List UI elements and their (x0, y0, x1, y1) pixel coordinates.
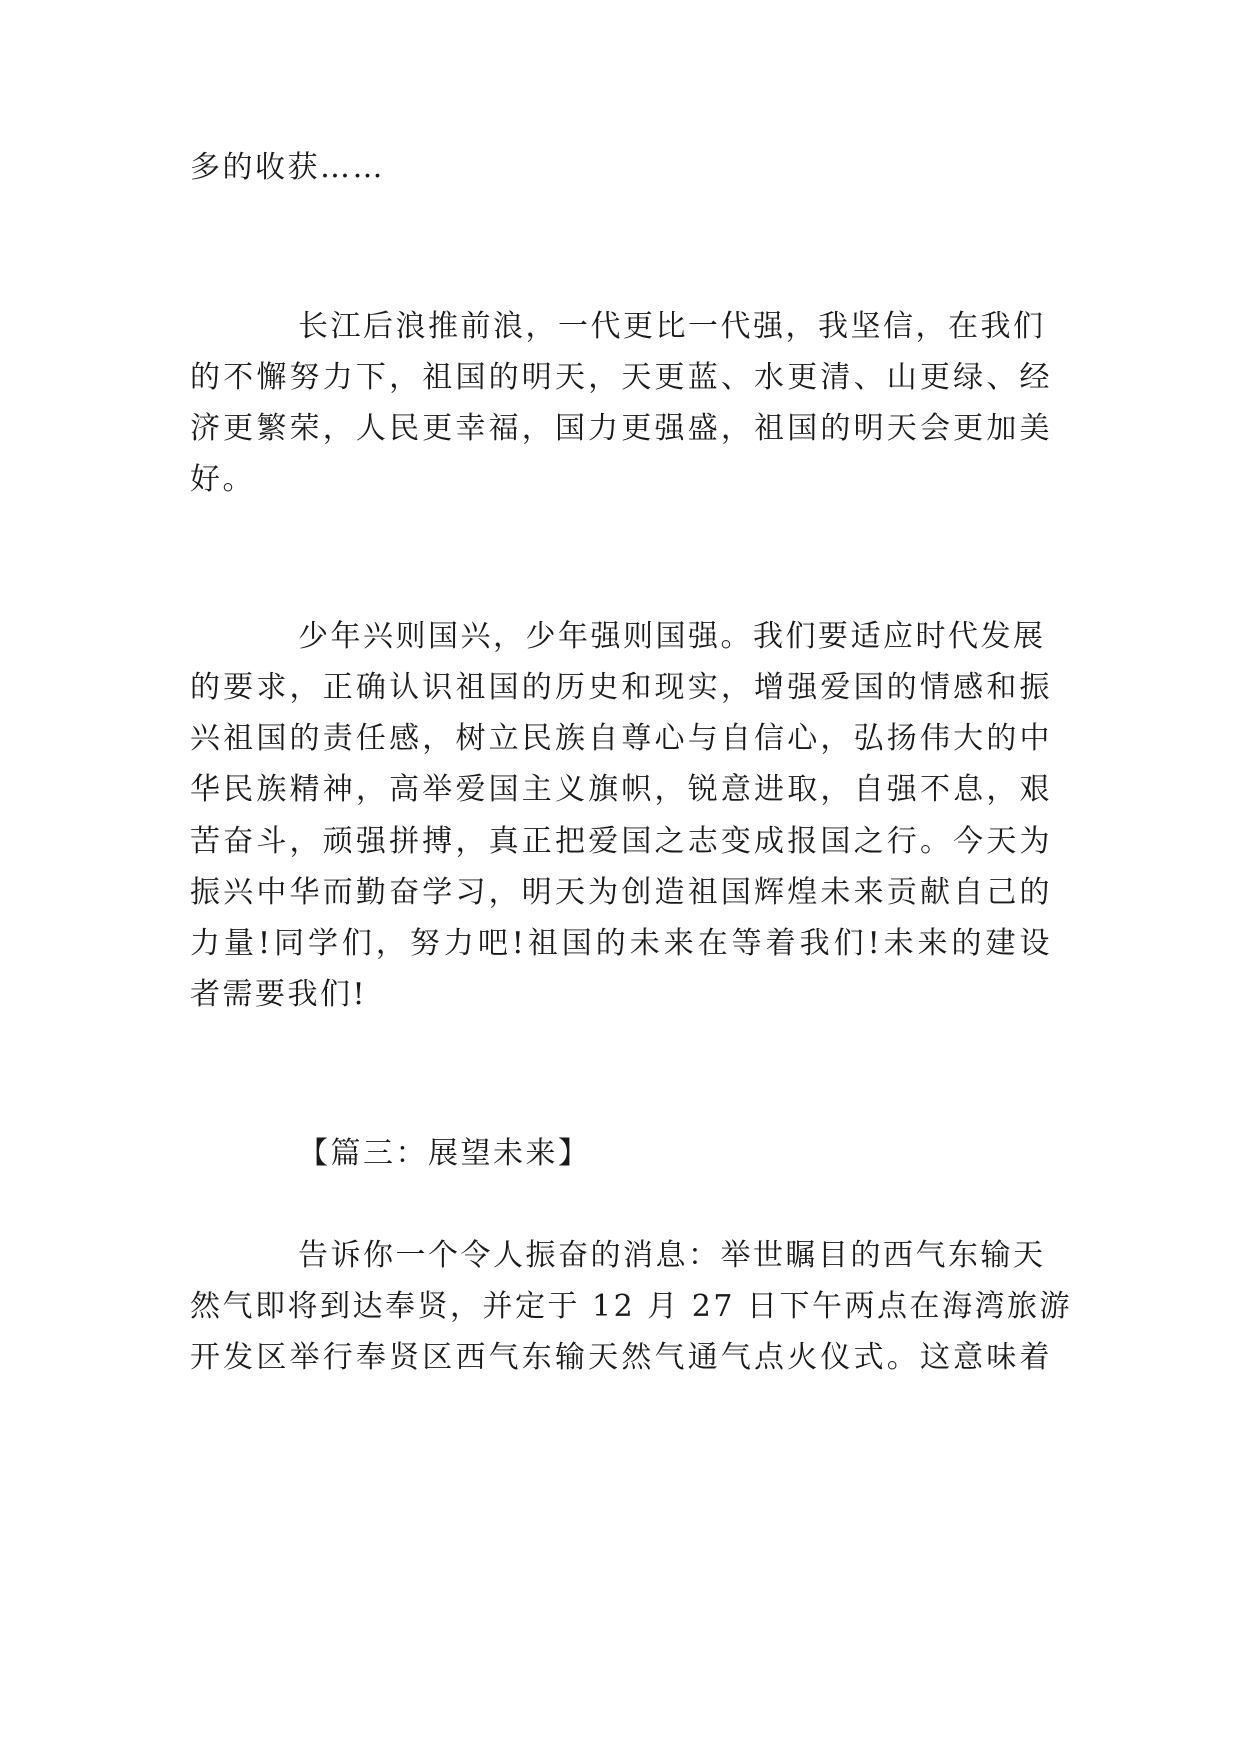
paragraph-2-line-4: 好。 (190, 462, 255, 497)
paragraph-3-line-3: 兴祖国的责任感，树立民族自尊心与自信心，弘扬伟大的中 (190, 721, 1052, 756)
paragraph-4-line-1: 告诉你一个令人振奋的消息：举世瞩目的西气东输天 (298, 1238, 1046, 1273)
paragraph-3-line-6: 振兴中华而勤奋学习，明天为创造祖国辉煌未来贡献自己的 (190, 875, 1052, 910)
paragraph-3-line-7: 力量!同学们，努力吧!祖国的未来在等着我们!未来的建设 (190, 926, 1052, 961)
paragraph-3-line-4: 华民族精神，高举爱国主义旗帜，锐意进取，自强不息，艰 (190, 772, 1052, 807)
paragraph-4-line-2: 然气即将到达奉贤，并定于 12 月 27 日下午两点在海湾旅游 (190, 1289, 1072, 1324)
paragraph-2-line-3: 济更繁荣，人民更幸福，国力更强盛，祖国的明天会更加美 (190, 411, 1052, 446)
paragraph-1-line-1: 多的收获…… (190, 150, 385, 185)
paragraph-3-line-8: 者需要我们! (190, 977, 368, 1012)
section-heading: 【篇三：展望未来】 (298, 1136, 591, 1171)
paragraph-3-line-2: 的要求，正确认识祖国的历史和现实，增强爱国的情感和振 (190, 670, 1052, 705)
paragraph-3-line-5: 苦奋斗，顽强拼搏，真正把爱国之志变成报国之行。今天为 (190, 824, 1052, 859)
paragraph-2-line-1: 长江后浪推前浪，一代更比一代强，我坚信，在我们 (298, 309, 1046, 344)
paragraph-3-line-1: 少年兴则国兴，少年强则国强。我们要适应时代发展 (298, 619, 1046, 654)
paragraph-4-line-3: 开发区举行奉贤区西气东输天然气通气点火仪式。这意味着 (190, 1340, 1052, 1375)
paragraph-2-line-2: 的不懈努力下，祖国的明天，天更蓝、水更清、山更绿、经 (190, 360, 1052, 395)
